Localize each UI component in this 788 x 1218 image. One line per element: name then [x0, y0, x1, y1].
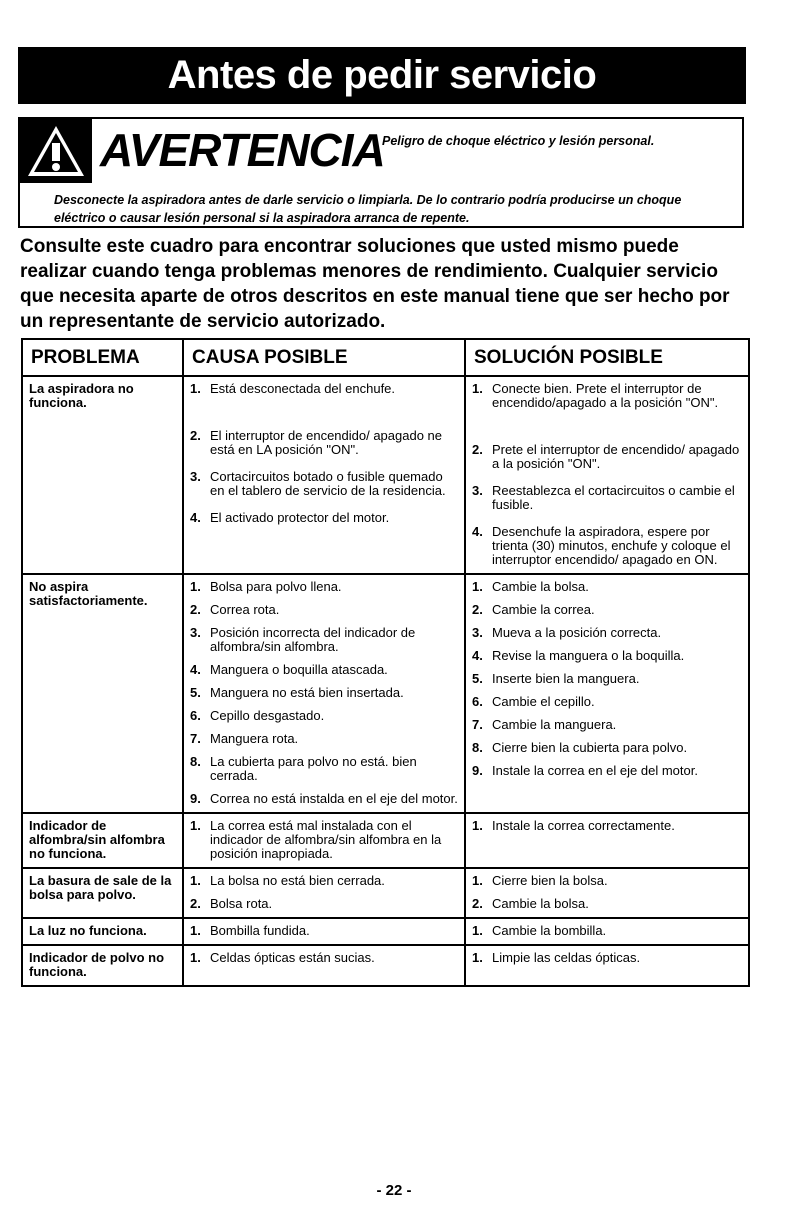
- cause-item-text: El interruptor de encendido/ apagado ne está en LA posición "ON".: [210, 428, 443, 457]
- cause-item: [190, 792, 458, 806]
- solution-item-number: 1.: [472, 950, 483, 965]
- cause-item-number: 4.: [190, 510, 201, 525]
- solution-item-text: Instale la correa en el eje del motor.: [492, 763, 698, 778]
- cause-cell: [183, 813, 465, 868]
- problem-cell: La basura de sale de la bolsa para polvo.: [22, 868, 183, 918]
- solution-item-number: 1.: [472, 873, 483, 888]
- table-row: [22, 376, 749, 574]
- problem-cell: No aspira satisfactoriamente.: [22, 574, 183, 813]
- solution-item: [472, 951, 742, 965]
- solution-item-number: 6.: [472, 694, 483, 709]
- cause-item-number: 8.: [190, 754, 201, 769]
- cause-item: [190, 626, 458, 654]
- solution-item: [472, 819, 742, 833]
- cause-item: [190, 382, 458, 396]
- cause-item: [190, 686, 458, 700]
- solution-cell: [465, 813, 749, 868]
- solution-item-text: Inserte bien la manguera.: [492, 671, 640, 686]
- cause-item-text: Manguera no está bien insertada.: [210, 685, 404, 700]
- warning-triangle-icon: [26, 123, 86, 179]
- table-row: [22, 945, 749, 986]
- problem-cell: Indicador de alfombra/sin alfombra no funciona.: [22, 813, 183, 868]
- solution-item-number: 1.: [472, 818, 483, 833]
- cause-cell: [183, 376, 465, 574]
- table-body: [22, 376, 749, 986]
- cause-item-text: La cubierta para polvo no está. bien cerrada.: [210, 754, 417, 783]
- solution-item: [472, 764, 742, 778]
- table-row: [22, 918, 749, 945]
- cause-item-text: Correa rota.: [210, 602, 280, 617]
- cause-cell: [183, 918, 465, 945]
- cause-item-number: 1.: [190, 923, 201, 938]
- cause-cell: [183, 868, 465, 918]
- table-row: [22, 813, 749, 868]
- cause-item-text: Manguera rota.: [210, 731, 299, 746]
- cause-item-number: 2.: [190, 428, 201, 443]
- problem-cell: Indicador de polvo no funciona.: [22, 945, 183, 986]
- solution-item-text: Limpie las celdas ópticas.: [492, 950, 641, 965]
- cause-item: [190, 580, 458, 594]
- solution-item: [472, 626, 742, 640]
- header-solution: SOLUCIÓN POSIBLE: [465, 339, 749, 376]
- solution-item-text: Cierre bien la cubierta para polvo.: [492, 740, 688, 755]
- cause-item-number: 7.: [190, 731, 201, 746]
- cause-item-text: Posición incorrecta del indicador de alfombra/sin alfombra.: [210, 625, 416, 654]
- cause-item-number: 6.: [190, 708, 201, 723]
- cause-item: [190, 470, 458, 498]
- solution-item-text: Prete el interruptor de encendido/ apagado a la posición "ON".: [492, 442, 740, 471]
- table-row: [22, 574, 749, 813]
- cause-item: [190, 732, 458, 746]
- solution-item: [472, 672, 742, 686]
- solution-item-text: Cambie la correa.: [492, 602, 595, 617]
- warning-box: [18, 117, 744, 228]
- cause-item: [190, 897, 458, 911]
- solution-item: [472, 924, 742, 938]
- cause-item: [190, 819, 458, 861]
- solution-item-text: Cambie la bolsa.: [492, 896, 589, 911]
- cause-item-number: 2.: [190, 602, 201, 617]
- cause-item-text: Manguera o boquilla atascada.: [210, 662, 388, 677]
- cause-item: [190, 511, 458, 525]
- warning-subtitle: Peligro de choque eléctrico y lesión personal.: [382, 134, 655, 148]
- cause-item-text: Está desconectada del enchufe.: [210, 381, 396, 396]
- solution-item: [472, 443, 742, 471]
- intro-paragraph: Consulte este cuadro para encontrar soluciones que usted mismo puede realizar cuando tenga problemas menores de rendimiento. Cualquier servicio que necesita aparte de otros descritos en este manual tiene que ser hecho por un representante de servicio autorizado.: [20, 236, 730, 332]
- cause-item-number: 1.: [190, 579, 201, 594]
- cause-item: [190, 874, 458, 888]
- cause-item-number: 1.: [190, 873, 201, 888]
- solution-item: [472, 695, 742, 709]
- solution-item: [472, 580, 742, 594]
- solution-item-number: 1.: [472, 923, 483, 938]
- solution-item: [472, 874, 742, 888]
- cause-item-text: Cortacircuitos botado o fusible quemado en el tablero de servicio de la residencia.: [210, 469, 446, 498]
- table-row: [22, 868, 749, 918]
- solution-item-text: Cambie la bolsa.: [492, 579, 589, 594]
- cause-item-text: La correa está mal instalada con el indicador de alfombra/sin alfombra en la posición inapropiada.: [210, 818, 442, 861]
- solution-item-text: Cambie la manguera.: [492, 717, 617, 732]
- cause-item: [190, 709, 458, 723]
- solution-item-text: Reestablezca el cortacircuitos o cambie el fusible.: [492, 483, 735, 512]
- cause-item: [190, 663, 458, 677]
- solution-item-text: Cambie la bombilla.: [492, 923, 607, 938]
- solution-item-number: 7.: [472, 717, 483, 732]
- warning-icon-block: [20, 119, 92, 183]
- table-header-row: [22, 339, 749, 376]
- solution-item-number: 4.: [472, 648, 483, 663]
- cause-item-number: 3.: [190, 625, 201, 640]
- solution-item-number: 3.: [472, 625, 483, 640]
- page-number: - 22 -: [376, 1182, 412, 1199]
- solution-item-text: Cambie el cepillo.: [492, 694, 595, 709]
- cause-item-number: 5.: [190, 685, 201, 700]
- cause-item-number: 3.: [190, 469, 201, 484]
- solution-item-number: 2.: [472, 896, 483, 911]
- cause-item-number: 9.: [190, 791, 201, 806]
- cause-item: [190, 951, 458, 965]
- cause-item-text: Bolsa para polvo llena.: [210, 579, 342, 594]
- solution-item: [472, 741, 742, 755]
- cause-cell: [183, 945, 465, 986]
- solution-item: [472, 897, 742, 911]
- header-problem: PROBLEMA: [22, 339, 183, 376]
- cause-item-text: Correa no está instalda en el eje del motor.: [210, 791, 458, 806]
- solution-item-number: 1.: [472, 381, 483, 396]
- solution-item-number: 1.: [472, 579, 483, 594]
- solution-cell: [465, 945, 749, 986]
- solution-item-number: 2.: [472, 602, 483, 617]
- cause-item-text: Bombilla fundida.: [210, 923, 310, 938]
- cause-item-number: 2.: [190, 896, 201, 911]
- problem-cell: La aspiradora no funciona.: [22, 376, 183, 574]
- cause-item: [190, 429, 458, 457]
- warning-title: AVERTENCIA: [100, 124, 385, 176]
- cause-item: [190, 603, 458, 617]
- cause-item-text: Cepillo desgastado.: [210, 708, 325, 723]
- page-banner: Antes de pedir servicio: [18, 47, 746, 104]
- problem-cell: La luz no funciona.: [22, 918, 183, 945]
- solution-item-text: Instale la correa correctamente.: [492, 818, 675, 833]
- solution-item: [472, 718, 742, 732]
- cause-item-text: La bolsa no está bien cerrada.: [210, 873, 385, 888]
- solution-item: [472, 649, 742, 663]
- solution-item-text: Desenchufe la aspiradora, espere por trienta (30) minutos, enchufe y coloque el interruptor encendido/ apagado en ON.: [492, 524, 731, 567]
- solution-item-text: Revise la manguera o la boquilla.: [492, 648, 685, 663]
- troubleshooting-table: [21, 338, 750, 987]
- header-cause: CAUSA POSIBLE: [183, 339, 465, 376]
- cause-item-text: Bolsa rota.: [210, 896, 273, 911]
- solution-item: [472, 525, 742, 567]
- solution-item: [472, 484, 742, 512]
- solution-item-number: 9.: [472, 763, 483, 778]
- cause-item-text: El activado protector del motor.: [210, 510, 390, 525]
- solution-item: [472, 603, 742, 617]
- solution-item-number: 2.: [472, 442, 483, 457]
- cause-item-number: 1.: [190, 950, 201, 965]
- solution-cell: [465, 574, 749, 813]
- solution-item-text: Mueva a la posición correcta.: [492, 625, 662, 640]
- solution-cell: [465, 376, 749, 574]
- cause-item-text: Celdas ópticas están sucias.: [210, 950, 375, 965]
- solution-item-text: Cierre bien la bolsa.: [492, 873, 608, 888]
- solution-cell: [465, 918, 749, 945]
- solution-item: [472, 382, 742, 410]
- cause-item: [190, 755, 458, 783]
- solution-item-number: 4.: [472, 524, 483, 539]
- solution-cell: [465, 868, 749, 918]
- solution-item-number: 3.: [472, 483, 483, 498]
- solution-item-number: 8.: [472, 740, 483, 755]
- cause-item-number: 4.: [190, 662, 201, 677]
- cause-item-number: 1.: [190, 818, 201, 833]
- solution-item-text: Conecte bien. Prete el interruptor de encendido/apagado a la posición "ON".: [492, 381, 719, 410]
- cause-item-number: 1.: [190, 381, 201, 396]
- cause-item: [190, 924, 458, 938]
- cause-cell: [183, 574, 465, 813]
- solution-item-number: 5.: [472, 671, 483, 686]
- warning-body: Desconecte la aspiradora antes de darle servicio o limpiarla. De lo contrario podría producirse un choque eléctrico o causar lesión personal si la aspiradora arranca de repente.: [54, 193, 682, 225]
